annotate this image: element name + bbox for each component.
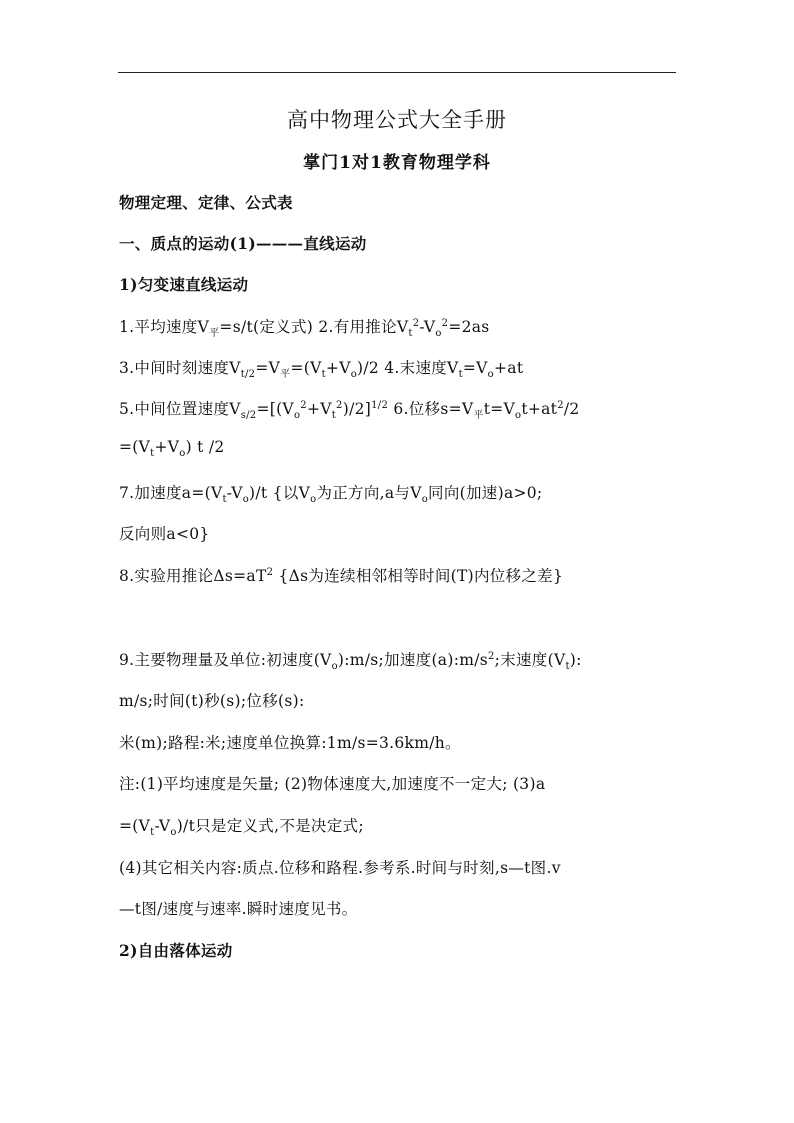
note-line-2: $=(V_t-V_o)/t$只是定义式,不是决定式; — [119, 817, 364, 839]
formula-line-6-cont: $=(V_t+V_o)$ t /2 — [119, 438, 225, 460]
formula-line-9-units: 米(m);路程:米;速度单位换算:1m/s=3.6km/h。 — [119, 734, 461, 752]
note-line-4: —t图/速度与速率.瞬时速度见书。 — [119, 900, 358, 918]
formula-line-3: 3.中间时刻速度$V_{t/2}=V_平=(V_t+V_o)/2$ 4.末速度$V_t=V_o+at$ — [119, 359, 524, 381]
page-title: 高中物理公式大全手册 — [287, 108, 507, 132]
note-line-1: 注:(1)平均速度是矢量; (2)物体速度大,加速度不一定大; (3)a — [119, 775, 546, 793]
formula-line-8: 8.实验用推论$\Delta s=aT^2$ {Δs为连续相邻相等时间(T)内位移之差} — [119, 566, 564, 585]
page-subtitle: 掌门1对1教育物理学科 — [303, 153, 491, 173]
formula-line-7-cont: 反向则a<0} — [119, 525, 210, 543]
formula-line-9: 9.主要物理量及单位:初速度$(V_o):m/s$;加速度$(a):m/s^2$;末速度$(V_t)$: — [119, 650, 582, 673]
formula-line-7: 7.加速度$a=(V_t-V_o)/t$ {以$V_o$为正方向,a与$V_o$同向(加速)a>0; — [119, 484, 543, 506]
section-title-kinematics: 一、质点的运动(1)———直线运动 — [119, 234, 367, 253]
formula-line-9-cont: m/s;时间(t)秒(s);位移(s): — [119, 692, 305, 710]
formula-line-5: 5.中间位置速度$V_{s/2}=[(V_o^2+V_t^2)/2]^{1/2}$ 6.位移$s=V_平t=V_ot+at^2/2$ — [119, 399, 580, 422]
subsection-free-fall: 2)自由落体运动 — [119, 941, 233, 960]
section-heading: 物理定理、定律、公式表 — [119, 193, 293, 212]
formula-line-1: 1.平均速度$V_平=s/t$(定义式) 2.有用推论$V_t^2-V_o^2=2as$ — [119, 317, 490, 340]
subsection-uniform-acceleration: 1)匀变速直线运动 — [119, 275, 249, 294]
note-line-3: (4)其它相关内容:质点.位移和路程.参考系.时间与时刻,s—t图.v — [119, 859, 561, 877]
header-rule — [118, 72, 676, 73]
